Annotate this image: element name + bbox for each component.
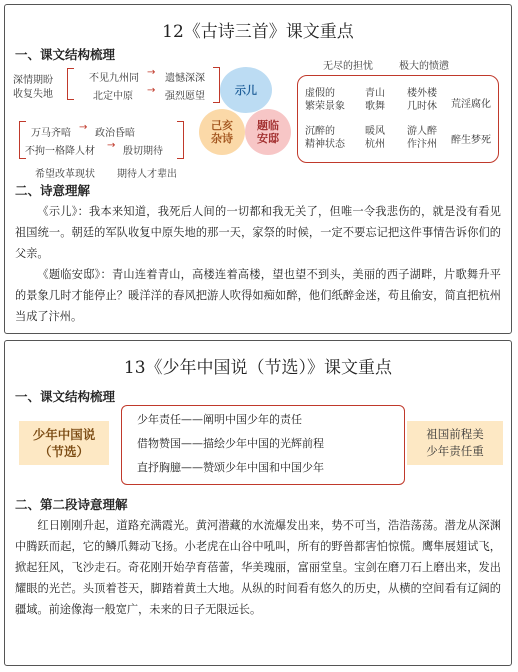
tilin-cell: 游人醉 作汴州 bbox=[407, 126, 437, 150]
tilin-top-a: 无尽的担忧 bbox=[323, 61, 373, 72]
tilin-result-1: 荒淫腐化 bbox=[451, 99, 491, 110]
left-box-line-2: （节选） bbox=[38, 444, 89, 459]
left-note-1: 深情期盼 bbox=[13, 75, 53, 86]
arrow-icon: → bbox=[107, 140, 116, 151]
card-poems bbox=[4, 4, 512, 334]
jihai-bottom-a: 希望改革现状 bbox=[35, 169, 95, 180]
structure-line-3: 直抒胸臆——赞颂少年中国和中国少年 bbox=[137, 461, 324, 474]
poem-jihai-circle bbox=[199, 109, 245, 155]
arrow-icon: → bbox=[79, 122, 88, 133]
arrow-icon: → bbox=[147, 85, 156, 96]
tilin-cell: 暖风 杭州 bbox=[365, 126, 385, 150]
tilin-cell: 青山 歌舞 bbox=[365, 88, 385, 112]
jihai-note-1b: 政治昏暗 bbox=[95, 128, 135, 139]
bracket bbox=[177, 121, 184, 159]
shier-note-1a: 不见九州同 bbox=[89, 73, 139, 84]
poem-meaning-tilin: 《题临安邸》：青山连着青山，高楼连着高楼，望也望不到头，美丽的西子湖畔，片歌舞升平的景象几时才能停止？暖洋洋的春风把游人吹得如痴如醉，他们纸醉金迷，苟且偷安，简直把杭州当成了汴州。 bbox=[15, 268, 501, 323]
structure-line-2: 借物赞国——描绘少年中国的光辉前程 bbox=[137, 437, 324, 450]
paragraph-meaning: 红日刚刚升起，道路充满霞光。黄河潜藏的水流爆发出来，势不可当，浩浩荡荡。潜龙从深渊中腾跃而起，它的鳞爪舞动飞扬。小老虎在山谷中吼叫，所有的野兽都害怕惊慌。鹰隼展翅试飞，掀起狂风，飞沙走石。奇花刚开始孕育蓓蕾，华美瑰丽，富丽堂皇。宝剑在磨刀石上磨出来，发出耀眼的光芒。头顶着苍天，脚踏着黄土大地。从纵的时间看有悠久的历史，从横的空间看有辽阔的疆域。前途像海一般宽广，未来的日子无限远长。 bbox=[15, 519, 501, 616]
section-heading-meaning: 二、诗意理解 bbox=[15, 183, 91, 198]
card-shaonian bbox=[4, 340, 512, 666]
jihai-line-2: 杂诗 bbox=[211, 132, 233, 145]
section-heading-meaning: 二、第二段诗意理解 bbox=[15, 497, 128, 512]
left-box bbox=[19, 421, 109, 465]
jihai-line-1: 己亥 bbox=[211, 119, 233, 132]
card-title: 12《古诗三首》课文重点 bbox=[162, 22, 354, 42]
right-box bbox=[407, 421, 503, 465]
right-box-line-1: 祖国前程美 bbox=[426, 427, 484, 441]
tilin-line-2: 安邸 bbox=[257, 132, 279, 145]
poem-shier-circle: 示儿 bbox=[220, 67, 272, 113]
shier-note-2a: 北定中原 bbox=[93, 91, 133, 102]
structure-line-1: 少年责任——阐明中国少年的责任 bbox=[137, 413, 302, 426]
tilin-cell: 楼外楼 几时休 bbox=[407, 88, 437, 112]
section-heading-structure: 一、课文结构梳理 bbox=[15, 47, 116, 62]
shier-note-1b: 遗憾深深 bbox=[165, 73, 205, 84]
left-note-2: 收复失地 bbox=[13, 89, 53, 100]
left-box-line-1: 少年中国说 bbox=[32, 427, 96, 442]
jihai-note-1a: 万马齐喑 bbox=[31, 128, 71, 139]
poem-tilin-circle bbox=[245, 109, 291, 155]
tilin-cell: 虚假的 繁荣景象 bbox=[305, 88, 345, 112]
jihai-note-2a: 不拘一格降人材 bbox=[25, 146, 95, 157]
tilin-result-2: 醉生梦死 bbox=[451, 135, 491, 146]
arrow-icon: → bbox=[147, 67, 156, 78]
shier-note-2b: 强烈愿望 bbox=[165, 91, 205, 102]
bracket bbox=[67, 68, 74, 100]
tilin-cell: 沉醉的 精神状态 bbox=[305, 126, 345, 150]
poem-meaning-shier: 《示儿》：我本来知道，我死后人间的一切都和我无关了，但唯一令我悲伤的，就是没有看见祖国统一。朝廷的军队收复中原失地的那一天，家祭的时候，一定不要忘记把这件事情告诉你们的父亲。 bbox=[15, 205, 501, 260]
tilin-top-b: 极大的愤懑 bbox=[399, 61, 449, 72]
jihai-bottom-b: 期待人才辈出 bbox=[117, 169, 177, 180]
right-box-line-2: 少年责任重 bbox=[426, 444, 484, 458]
bracket bbox=[19, 121, 26, 159]
bracket bbox=[213, 67, 220, 103]
section-heading-structure: 一、课文结构梳理 bbox=[15, 389, 116, 404]
jihai-note-2b: 殷切期待 bbox=[123, 146, 163, 157]
card-title: 13《少年中国说（节选）》课文重点 bbox=[123, 358, 393, 378]
tilin-line-1: 题临 bbox=[257, 119, 279, 132]
